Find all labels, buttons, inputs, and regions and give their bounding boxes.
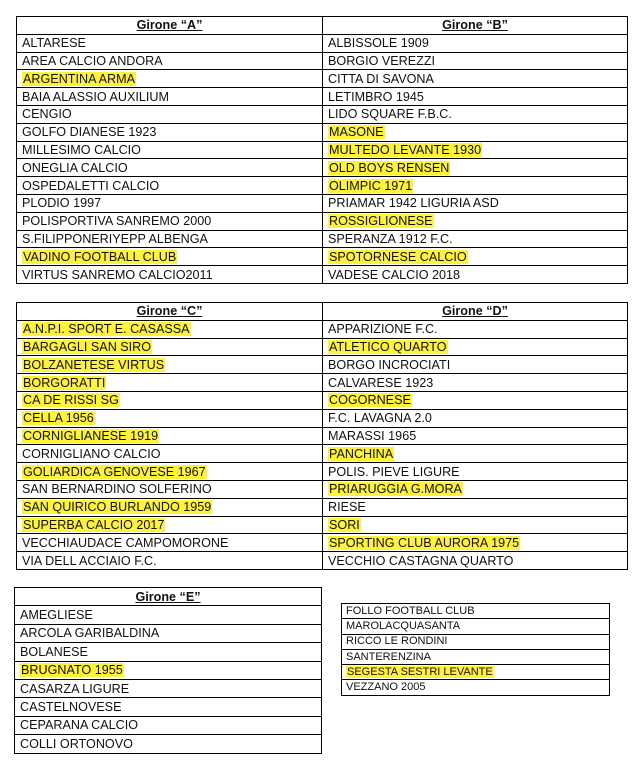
team-cell bbox=[323, 194, 628, 212]
table-row bbox=[17, 159, 628, 177]
table-row bbox=[17, 194, 628, 212]
team-cell-text: CA DE RISSI SG bbox=[23, 393, 119, 408]
team-cell bbox=[342, 604, 610, 619]
table-row bbox=[17, 141, 628, 159]
team-cell bbox=[17, 374, 323, 392]
team-cell bbox=[323, 88, 628, 106]
team-cell bbox=[323, 34, 628, 52]
team-cell bbox=[323, 391, 628, 409]
team-cell bbox=[17, 409, 323, 427]
team-cell bbox=[15, 643, 322, 661]
team-cell-text: POLISPORTIVA SANREMO 2000 bbox=[22, 214, 212, 229]
team-cell-text: SPERANZA 1912 F.C. bbox=[328, 231, 453, 246]
team-cell-text: BORGO INCROCIATI bbox=[328, 357, 451, 372]
team-cell-text: SEGESTA SESTRI LEVANTE bbox=[347, 665, 493, 678]
table-row bbox=[342, 604, 610, 619]
team-cell bbox=[323, 338, 628, 356]
team-cell-text: FOLLO FOOTBALL CLUB bbox=[346, 604, 475, 617]
team-cell-text: SANTERENZINA bbox=[346, 650, 431, 663]
team-cell-text: BOLZANETESE VIRTUS bbox=[23, 357, 165, 372]
team-cell-text: MASONE bbox=[329, 125, 384, 140]
group-header-text: Girone “E” bbox=[135, 589, 201, 604]
table-row bbox=[342, 680, 610, 695]
team-cell bbox=[323, 463, 628, 481]
group-header bbox=[17, 17, 323, 35]
table-row bbox=[17, 516, 628, 534]
team-cell-text: PRIARUGGIA G.MORA bbox=[329, 482, 462, 497]
team-cell bbox=[17, 516, 323, 534]
table-row bbox=[342, 619, 610, 634]
table-row bbox=[17, 463, 628, 481]
table-row bbox=[17, 105, 628, 123]
team-cell bbox=[323, 52, 628, 70]
team-cell-text: RIESE bbox=[328, 500, 366, 515]
team-cell-text: VADINO FOOTBALL CLUB bbox=[23, 249, 177, 264]
team-cell bbox=[342, 680, 610, 695]
team-cell-text: VECCHIO CASTAGNA QUARTO bbox=[328, 553, 514, 568]
team-cell bbox=[323, 445, 628, 463]
team-cell bbox=[323, 177, 628, 195]
team-cell bbox=[323, 212, 628, 230]
team-cell bbox=[17, 463, 323, 481]
team-cell-text: GOLFO DIANESE 1923 bbox=[22, 125, 157, 140]
team-cell bbox=[17, 391, 323, 409]
team-cell-text: A.N.P.I. SPORT E. CASASSA bbox=[23, 322, 190, 337]
table-row bbox=[342, 634, 610, 649]
team-cell bbox=[323, 320, 628, 338]
table-row bbox=[15, 624, 322, 642]
table-row bbox=[17, 320, 628, 338]
team-cell bbox=[17, 266, 323, 284]
team-cell-text: PLODIO 1997 bbox=[22, 196, 102, 211]
team-cell bbox=[17, 338, 323, 356]
team-cell-text: BOLANESE bbox=[20, 644, 88, 659]
team-cell-text: CASARZA LIGURE bbox=[20, 681, 130, 696]
team-cell bbox=[342, 665, 610, 680]
team-cell bbox=[17, 177, 323, 195]
team-cell bbox=[17, 70, 323, 88]
team-cell-text: ARCOLA GARIBALDINA bbox=[20, 626, 160, 641]
team-cell bbox=[323, 159, 628, 177]
table-row bbox=[17, 52, 628, 70]
girone-e-table bbox=[14, 587, 322, 754]
team-cell bbox=[15, 679, 322, 697]
team-cell bbox=[323, 248, 628, 266]
team-cell bbox=[15, 624, 322, 642]
table-row bbox=[17, 266, 628, 284]
team-cell bbox=[17, 52, 323, 70]
team-cell-text: SORI bbox=[329, 517, 360, 532]
table-row bbox=[17, 177, 628, 195]
team-cell-text: CELLA 1956 bbox=[23, 411, 94, 426]
team-cell bbox=[323, 534, 628, 552]
table-row bbox=[15, 643, 322, 661]
team-cell bbox=[17, 534, 323, 552]
extra-teams-table bbox=[341, 603, 610, 696]
team-cell-text: GOLIARDICA GENOVESE 1967 bbox=[23, 464, 206, 479]
team-cell-text: ATLETICO QUARTO bbox=[329, 339, 447, 354]
team-cell-text: ROSSIGLIONESE bbox=[329, 214, 433, 229]
table-row bbox=[17, 480, 628, 498]
team-cell-text: ARGENTINA ARMA bbox=[23, 71, 135, 86]
table-row bbox=[17, 534, 628, 552]
team-cell bbox=[323, 427, 628, 445]
team-cell-text: OLIMPIC 1971 bbox=[329, 178, 413, 193]
team-cell bbox=[17, 141, 323, 159]
team-cell bbox=[15, 698, 322, 716]
team-cell-text: ALTARESE bbox=[22, 36, 86, 51]
table-row bbox=[15, 661, 322, 679]
team-cell bbox=[323, 266, 628, 284]
table-row bbox=[17, 445, 628, 463]
team-cell bbox=[17, 212, 323, 230]
team-cell bbox=[323, 374, 628, 392]
extra-teams-body bbox=[342, 604, 610, 696]
group-header bbox=[323, 17, 628, 35]
table-row bbox=[15, 679, 322, 697]
team-cell-text: BORGIO VEREZZI bbox=[328, 53, 436, 68]
team-cell-text: AMEGLIESE bbox=[20, 608, 93, 623]
girone-a-b-body bbox=[17, 17, 628, 284]
team-cell bbox=[15, 661, 322, 679]
team-cell bbox=[342, 619, 610, 634]
team-cell-text: VECCHIAUDACE CAMPOMORONE bbox=[22, 535, 229, 550]
table-row bbox=[17, 391, 628, 409]
table-row bbox=[17, 248, 628, 266]
team-cell-text: BAIA ALASSIO AUXILIUM bbox=[22, 89, 169, 104]
table-row bbox=[17, 409, 628, 427]
team-cell-text: LIDO SQUARE F.B.C. bbox=[328, 107, 452, 122]
team-cell-text: CITTA DI SAVONA bbox=[328, 71, 434, 86]
team-cell-text: OSPEDALETTI CALCIO bbox=[22, 178, 160, 193]
group-header-text: Girone “C” bbox=[136, 304, 203, 319]
team-cell bbox=[17, 248, 323, 266]
team-cell-text: MILLESIMO CALCIO bbox=[22, 142, 141, 157]
team-cell-text: RICCO LE RONDINI bbox=[346, 635, 448, 648]
team-cell bbox=[323, 123, 628, 141]
table-row bbox=[17, 34, 628, 52]
team-cell bbox=[323, 141, 628, 159]
team-cell bbox=[323, 105, 628, 123]
team-cell-text: VADESE CALCIO 2018 bbox=[328, 267, 461, 282]
girone-c-d-body bbox=[17, 303, 628, 570]
team-cell bbox=[17, 552, 323, 570]
team-cell-text: SAN BERNARDINO SOLFERINO bbox=[22, 482, 212, 497]
team-cell-text: POLIS. PIEVE LIGURE bbox=[328, 464, 460, 479]
team-cell bbox=[323, 230, 628, 248]
team-cell-text: PANCHINA bbox=[329, 446, 394, 461]
team-cell bbox=[17, 230, 323, 248]
team-cell-text: AREA CALCIO ANDORA bbox=[22, 53, 163, 68]
team-cell bbox=[323, 498, 628, 516]
team-cell-text: F.C. LAVAGNA 2.0 bbox=[328, 411, 432, 426]
group-header bbox=[17, 303, 323, 321]
group-header bbox=[15, 588, 322, 606]
team-cell bbox=[342, 634, 610, 649]
table-row bbox=[15, 735, 322, 753]
team-cell-text: ALBISSOLE 1909 bbox=[328, 36, 429, 51]
table-row bbox=[17, 88, 628, 106]
table-row bbox=[15, 716, 322, 734]
table-row bbox=[17, 230, 628, 248]
team-cell bbox=[323, 409, 628, 427]
team-cell-text: ONEGLIA CALCIO bbox=[22, 160, 128, 175]
table-row bbox=[17, 212, 628, 230]
team-cell bbox=[17, 356, 323, 374]
team-cell-text: CORNIGLIANO CALCIO bbox=[22, 446, 161, 461]
team-cell-text: LETIMBRO 1945 bbox=[328, 89, 424, 104]
team-cell bbox=[15, 606, 322, 624]
table-row bbox=[342, 649, 610, 664]
team-cell bbox=[342, 649, 610, 664]
group-header-text: Girone “D” bbox=[442, 304, 508, 319]
team-cell-text: CENGIO bbox=[22, 107, 72, 122]
team-cell-text: COLLI ORTONOVO bbox=[20, 736, 133, 751]
team-cell-text: PRIAMAR 1942 LIGURIA ASD bbox=[328, 196, 499, 211]
team-cell bbox=[17, 445, 323, 463]
header-row bbox=[17, 303, 628, 321]
team-cell-text: COGORNESE bbox=[329, 393, 411, 408]
table-row bbox=[342, 665, 610, 680]
team-cell bbox=[17, 34, 323, 52]
team-cell-text: CEPARANA CALCIO bbox=[20, 718, 139, 733]
team-cell-text: SPOTORNESE CALCIO bbox=[329, 249, 467, 264]
group-header bbox=[323, 303, 628, 321]
team-cell-text: CASTELNOVESE bbox=[20, 700, 122, 715]
team-cell bbox=[17, 88, 323, 106]
team-cell bbox=[17, 480, 323, 498]
table-row bbox=[17, 374, 628, 392]
team-cell-text: VEZZANO 2005 bbox=[346, 681, 426, 694]
table-row bbox=[17, 356, 628, 374]
team-cell bbox=[17, 123, 323, 141]
team-cell bbox=[17, 427, 323, 445]
table-row bbox=[17, 427, 628, 445]
team-cell bbox=[15, 735, 322, 753]
team-cell-text: BORGORATTI bbox=[23, 375, 106, 390]
girone-e-body bbox=[15, 588, 322, 754]
team-cell bbox=[323, 70, 628, 88]
team-cell bbox=[17, 498, 323, 516]
table-row bbox=[17, 552, 628, 570]
team-cell bbox=[323, 516, 628, 534]
table-row bbox=[15, 698, 322, 716]
table-row bbox=[17, 70, 628, 88]
team-cell-text: VIRTUS SANREMO CALCIO2011 bbox=[22, 267, 213, 282]
team-cell bbox=[17, 105, 323, 123]
team-cell-text: CORNIGLIANESE 1919 bbox=[23, 428, 159, 443]
team-cell-text: OLD BOYS RENSEN bbox=[329, 160, 450, 175]
team-cell-text: MAROLACQUASANTA bbox=[346, 619, 461, 632]
group-header-text: Girone “A” bbox=[136, 18, 203, 33]
team-cell-text: APPARIZIONE F.C. bbox=[328, 322, 438, 337]
team-cell-text: BARGAGLI SAN SIRO bbox=[23, 339, 152, 354]
team-cell bbox=[323, 552, 628, 570]
team-cell bbox=[17, 320, 323, 338]
team-cell-text: SPORTING CLUB AURORA 1975 bbox=[329, 535, 520, 550]
team-cell-text: MULTEDO LEVANTE 1930 bbox=[329, 142, 482, 157]
team-cell bbox=[323, 480, 628, 498]
team-cell bbox=[17, 194, 323, 212]
girone-c-d-table bbox=[16, 302, 628, 570]
group-header-text: Girone “B” bbox=[442, 18, 508, 33]
team-cell bbox=[17, 159, 323, 177]
team-cell-text: SUPERBA CALCIO 2017 bbox=[23, 517, 165, 532]
table-row bbox=[15, 606, 322, 624]
table-row bbox=[17, 123, 628, 141]
table-row bbox=[17, 498, 628, 516]
team-cell-text: SAN QUIRICO BURLANDO 1959 bbox=[23, 500, 212, 515]
header-row bbox=[15, 588, 322, 606]
team-cell bbox=[15, 716, 322, 734]
header-row bbox=[17, 17, 628, 35]
team-cell-text: BRUGNATO 1955 bbox=[21, 663, 123, 678]
girone-a-b-table bbox=[16, 16, 628, 284]
team-cell bbox=[323, 356, 628, 374]
table-row bbox=[17, 338, 628, 356]
team-cell-text: VIA DELL ACCIAIO F.C. bbox=[22, 553, 157, 568]
team-cell-text: S.FILIPPONERIYEPP ALBENGA bbox=[22, 231, 208, 246]
team-cell-text: MARASSI 1965 bbox=[328, 428, 417, 443]
team-cell-text: CALVARESE 1923 bbox=[328, 375, 434, 390]
